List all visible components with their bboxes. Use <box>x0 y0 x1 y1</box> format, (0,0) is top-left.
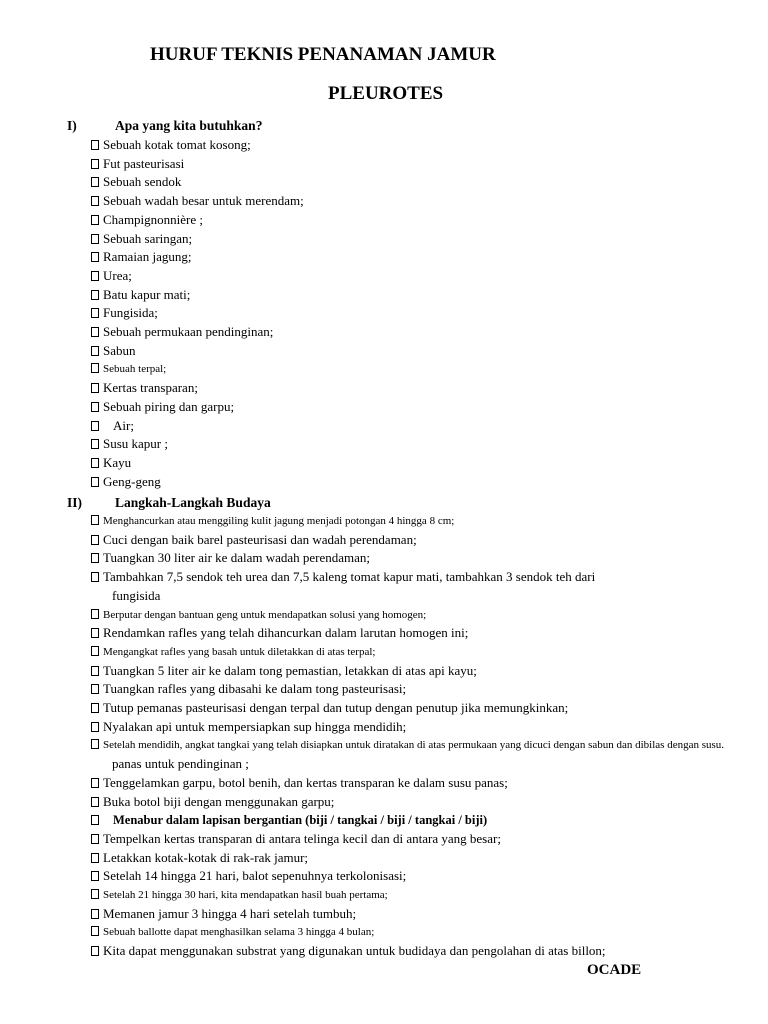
checkbox-icon <box>91 515 99 525</box>
checkbox-icon <box>91 628 99 638</box>
checkbox-icon <box>91 535 99 545</box>
list-item: Urea; <box>91 267 304 286</box>
list-item: Fungisida; <box>91 304 304 323</box>
list-item: Sabun <box>91 342 304 361</box>
section-1-heading <box>67 118 262 134</box>
list-item: Fut pasteurisasi <box>91 155 304 174</box>
list-item: Tutup pemanas pasteurisasi dengan terpal dan tutup dengan penutup jika memungkinkan; <box>91 699 724 718</box>
checkbox-icon <box>91 609 99 619</box>
list-item: Setelah 21 hingga 30 hari, kita mendapatkan hasil buah pertama; <box>91 886 724 905</box>
list-item: Sebuah ballotte dapat menghasilkan selama 3 hingga 4 bulan; <box>91 923 724 942</box>
organization-name: OCADE <box>587 962 642 978</box>
checkbox-icon <box>91 946 99 956</box>
list-item: Air; <box>91 417 304 436</box>
document-subtitle: PLEUROTES <box>328 83 444 104</box>
section-1-number: I) <box>67 118 77 133</box>
list-item: Kertas transparan; <box>91 379 304 398</box>
section-2-heading <box>67 495 271 511</box>
list-item-continuation: fungisida <box>112 587 161 603</box>
checkbox-icon <box>91 909 99 919</box>
checkbox-icon <box>91 271 99 281</box>
checkbox-icon <box>91 363 99 373</box>
list-item: Sebuah terpal; <box>91 360 304 379</box>
checkbox-icon <box>91 196 99 206</box>
checkbox-icon <box>91 234 99 244</box>
checkbox-icon <box>91 421 99 431</box>
section-1-title: Apa yang kita butuhkan? <box>115 118 263 133</box>
section-2-number: II) <box>67 495 83 510</box>
checkbox-icon <box>91 871 99 881</box>
list-item: Susu kapur ; <box>91 435 304 454</box>
list-item: Buka botol biji dengan menggunakan garpu; <box>91 793 724 812</box>
list-item: Champignonnière ; <box>91 211 304 230</box>
checkbox-icon <box>91 177 99 187</box>
checkbox-icon <box>91 477 99 487</box>
list-item: Sebuah permukaan pendinginan; <box>91 323 304 342</box>
checkbox-icon <box>91 853 99 863</box>
section-2-list <box>91 512 724 961</box>
document-title: HURUF TEKNIS PENANAMAN JAMUR <box>150 44 496 65</box>
list-item: Letakkan kotak-kotak di rak-rak jamur; <box>91 849 724 868</box>
list-item: Tuangkan 5 liter air ke dalam tong pemastian, letakkan di atas api kayu; <box>91 662 724 681</box>
checkbox-icon <box>91 553 99 563</box>
checkbox-icon <box>91 739 99 749</box>
list-item: Tuangkan rafles yang dibasahi ke dalam tong pasteurisasi; <box>91 680 724 699</box>
checkbox-icon <box>91 458 99 468</box>
list-item: Tempelkan kertas transparan di antara telinga kecil dan di antara yang besar; <box>91 830 724 849</box>
checkbox-icon <box>91 439 99 449</box>
checkbox-icon <box>91 402 99 412</box>
checkbox-icon <box>91 834 99 844</box>
list-item: Batu kapur mati; <box>91 286 304 305</box>
checkbox-icon <box>91 140 99 150</box>
list-item-continuation: panas untuk pendinginan ; <box>112 756 249 772</box>
list-item: Ramaian jagung; <box>91 248 304 267</box>
list-item: Tuangkan 30 liter air ke dalam wadah perendaman; <box>91 549 724 568</box>
checkbox-icon <box>91 684 99 694</box>
checkbox-icon <box>91 722 99 732</box>
checkbox-icon <box>91 666 99 676</box>
list-item: Cuci dengan baik barel pasteurisasi dan wadah perendaman; <box>91 531 724 550</box>
list-item: Sebuah piring dan garpu; <box>91 398 304 417</box>
checkbox-icon <box>91 646 99 656</box>
checkbox-icon <box>91 815 99 825</box>
checkbox-icon <box>91 308 99 318</box>
checkbox-icon <box>91 889 99 899</box>
checkbox-icon <box>91 778 99 788</box>
section-2-title: Langkah-Langkah Budaya <box>115 495 271 510</box>
checkbox-icon <box>91 797 99 807</box>
list-item: Rendamkan rafles yang telah dihancurkan dalam larutan homogen ini; <box>91 624 724 643</box>
list-item: Setelah 14 hingga 21 hari, balot sepenuhnya terkolonisasi; <box>91 867 724 886</box>
checkbox-icon <box>91 926 99 936</box>
list-item: Mengangkat rafles yang basah untuk diletakkan di atas terpal; <box>91 643 724 662</box>
list-item: Berputar dengan bantuan geng untuk mendapatkan solusi yang homogen; <box>91 606 724 625</box>
checkbox-icon <box>91 327 99 337</box>
checkbox-icon <box>91 383 99 393</box>
checkbox-icon <box>91 159 99 169</box>
section-1-list <box>91 136 304 491</box>
list-item: Menghancurkan atau menggiling kulit jagung menjadi potongan 4 hingga 8 cm; <box>91 512 724 531</box>
checkbox-icon <box>91 252 99 262</box>
list-item: Sebuah kotak tomat kosong; <box>91 136 304 155</box>
checkbox-icon <box>91 346 99 356</box>
checkbox-icon <box>91 703 99 713</box>
list-item: Kayu <box>91 454 304 473</box>
list-item: Nyalakan api untuk mempersiapkan sup hingga mendidih; <box>91 718 724 737</box>
list-item: Sebuah sendok <box>91 173 304 192</box>
list-item: Tenggelamkan garpu, botol benih, dan kertas transparan ke dalam susu panas; <box>91 774 724 793</box>
list-item: Geng-geng <box>91 473 304 492</box>
list-item: Menabur dalam lapisan bergantian (biji / tangkai / biji / tangkai / biji) <box>91 811 724 830</box>
checkbox-icon <box>91 215 99 225</box>
list-item: Memanen jamur 3 hingga 4 hari setelah tumbuh; <box>91 905 724 924</box>
checkbox-icon <box>91 572 99 582</box>
list-item: Kita dapat menggunakan substrat yang digunakan untuk budidaya dan pengolahan di atas billon; <box>91 942 724 961</box>
list-item: Tambahkan 7,5 sendok teh urea dan 7,5 kaleng tomat kapur mati, tambahkan 3 sendok teh dari fungisida <box>91 568 724 605</box>
list-item: Setelah mendidih, angkat tangkai yang telah disiapkan untuk diratakan di atas permukaan yang dicuci dengan sabun dan dibilas dengan susu. panas untuk pendinginan ; <box>91 736 724 773</box>
list-item: Sebuah wadah besar untuk merendam; <box>91 192 304 211</box>
checkbox-icon <box>91 290 99 300</box>
list-item: Sebuah saringan; <box>91 230 304 249</box>
